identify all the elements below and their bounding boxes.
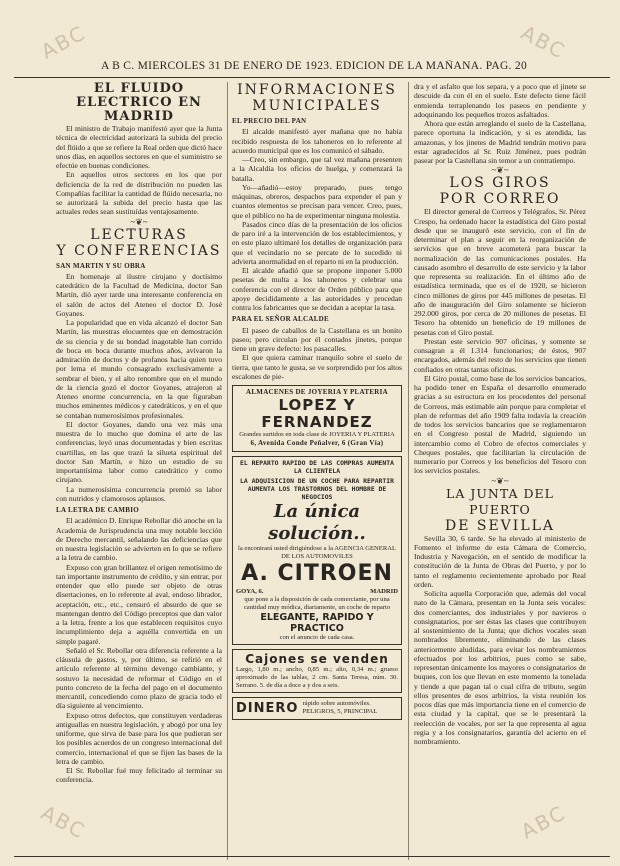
footer-rule bbox=[14, 856, 610, 857]
watermark-bottom-right: ABC bbox=[517, 800, 570, 844]
ad-cajones bbox=[232, 649, 402, 693]
paragraph: El director general de Correos y Telégrafos, Sr. Pérez Crespo, ha ordenado hacer la estadística del Giro postal desde que se inauguró este servicio, con el fin de determinar el plan a seguir en la reorganización de servicios que en breve acometerá para buscar la normalización de las comunicaciones postales. Ha causado asombro el desarrollo de este servicio y la labor que representa su realización. En el último año de estadística terminada, que es el de 1920, se hicieron cinco millones de giros por 445 millones de pesetas. El año de inauguración del Giro solamente se hicieron 292.000 giros, por cerca de 20 millones de pesetas. El Tesoro ha obtenido un beneficio de 19 millones de pesetas con el Giro postal. bbox=[414, 207, 586, 337]
page-header: A B C. MIERCOLES 31 DE ENERO DE 1923. EDICION DE LA MAÑANA. PAG. 20 bbox=[100, 60, 527, 72]
ad-dinero bbox=[232, 697, 402, 720]
watermark-top-right: ABC bbox=[517, 20, 570, 64]
ad-line: rápido sobre automóviles. PELIGROS, 5, PRINCIPAL bbox=[302, 700, 378, 716]
paragraph: El alcalde añadió que se propone imponer 5.000 pesetas de multa a los tahoneros y celebrar una conferencia con el director de Orden público para que apoye decididamente a las autoridades y procedan contra los fabricantes que se decidan a aceptar la tasa. bbox=[232, 266, 402, 312]
headline-sevilla: DE SEVILLA bbox=[444, 517, 556, 534]
headline-junta-puerto: LA JUNTA DEL PUERTO bbox=[446, 485, 554, 517]
paragraph: dra y el asfalto que los separa, y a poco que el jinete se descuide da con él en el suelo. Este defecto tiene fácil enmienda terraplenando los paseos en pendiente y adoquinando los pequeños trozos asfaltados. bbox=[414, 82, 586, 119]
subhead-precio-pan: EL PRECIO DEL PAN bbox=[232, 117, 307, 125]
ad-line: ALMACENES DE JOYERIA Y PLATERIA bbox=[245, 388, 389, 396]
paragraph: La popularidad que en vida alcanzó el doctor San Martín, las muestras elocuentes que en demostración de su ciencia y de su bondad inagotable han corrido de boca en boca durante muchos años, avivaron la admiración de doctos y de profanos hacia quien tuvo por lema el mundo consagrado exclusivamente a sembrar el bien, y el alto renombre que en el mundo de la ciencia gozó el doctor Goyanes, atrajeron al Ateneo enorme concurrencia, en la que figuraban muchos eminentes médicos y catedráticos, y en el que se contaban numerosísimos profesionales. bbox=[56, 318, 222, 420]
headline-por-correo: POR CORREO bbox=[439, 191, 561, 208]
paragraph: En aquellos otros sectores en los que por deficiencia de la red de distribución no pueden las Compañías facilitar la cantidad de flúido necesaria, no se autorizará la subida del precio hasta que las actuales redes sean sustituídas ventajosamente. bbox=[56, 170, 222, 217]
headline-conferencias: Y CONFERENCIAS bbox=[56, 242, 222, 259]
headline-municipales: MUNICIPALES bbox=[252, 98, 382, 114]
paragraph: Yo—añadió—estoy preparado, pues tengo máquinas, obreros, despachos para expender el pan y cuantos elementos se precisan para vencer. Creo, pues, que el público no ha de experimentar ninguna molestia. bbox=[232, 182, 402, 220]
paragraph: El doctor Goyanes, dando una vez más una muestra de lo mucho que domina el arte de las conferencias, leyó unas documentadas y bien escritas cuartillas, en las que trazó la silueta espiritual del doctor San Martín, e hizo un estudio de su importantísima labor como catedrático y como cirujano. bbox=[56, 419, 222, 485]
ad-line: Largo, 1,80 m.; ancho, 0,85 m.; alto, 0,34 m.; grueso aproximado de las tablas, 2 cm. Santa Teresa, núm. 30. Serrano. 5. de día a doce a y dos a seis. bbox=[236, 665, 398, 689]
paragraph: La numerosísima concurrencia premió su labor con nutridos y clamorosos aplausos. bbox=[56, 484, 222, 503]
ornament-divider: ~❦~ bbox=[130, 216, 148, 227]
headline-los-giros: LOS GIROS bbox=[449, 175, 551, 192]
paragraph: Prestan este servicio 907 oficinas, y somente se consagran a él 1.314 funcionarios; de éstos, 907 encargados, además del resto de los servicios que tienen confiados en otras tantas oficinas. bbox=[414, 336, 586, 374]
ad-line: con el anuncio de cada casa. bbox=[279, 633, 355, 641]
ad-address: 6, Avenida Conde Peñalver, 6 (Gran Vía) bbox=[250, 439, 384, 448]
paragraph: Solicita aquella Corporación que, además del vocal nato de la Cámara, presentan en la Junta seis vocales: dos comerciantes, dos industriales y por navieros o consignatarios, por ser éstas las clases que contribuyen al sostenimiento de la Junta; que dichos vocales sean nombrados libremente, eliminando de las clases anteriormente aludidas, para evitar los nombramientos efectuados por los arbitrios, pues como se sabe, representan únicamente los mayores o consignatarios de buques, con los que llevan en este momento la tonelada y tiende a que pagan tal o cual cifra de tributo, según ellos presentes de esos arbitrios, la vista reunión los pocos días que más importancia tiene en el comercio de esta ciudad y la capital, que se le presentará la reelección de vocales, por ser la que representa al agua regia y a los consignatarios, garantía del acierto en el nombramiento. bbox=[414, 589, 586, 746]
paragraph: Señaló el Sr. Rebollar otra diferencia referente a la cláusula de gastos, y, por último, se refirió en el artículo referente al término devengo cambiante, y sostuvo la necesidad de reformar el Código en el punto concreto de la fecha del pago en el documento mercantil, concediendo como plazo de gracia todo el día siguiente al vencimiento. bbox=[56, 645, 222, 711]
ad-script-title: La única solución.. bbox=[268, 500, 366, 544]
header-rule bbox=[14, 77, 610, 78]
headline-lecturas: LECTURAS bbox=[90, 226, 188, 243]
paragraph: En homenaje al ilustre cirujano y doctísimo catedrático de la Facultad de Medicina, doctor San Martín, dió ayer tarde una interesante conferencia en el salón de actos del Ateneo el doctor D. José Goyanes. bbox=[56, 271, 222, 318]
ad-address-left: GOYA, 6. bbox=[236, 587, 264, 595]
paragraph: Expuso otros defectos, que constituyen verdaderas antiguallas en nuestra legislación, y abogó por una ley uniforme, que sirva de base para los que pudieran ser los posibles acuerdos de un congreso internacional del comercio, internacional el que se fijen las bases de la letra de cambio. bbox=[56, 710, 222, 766]
ad-slogan: ELEGANTE, RAPIDO Y PRACTICO bbox=[260, 611, 374, 634]
paragraph: El paseo de caballos de la Castellana es un bonito paseo; pero circulan por él contados jinetes, porque tiene un grave defecto: los pasacalles. bbox=[232, 325, 402, 353]
subhead-letra-de-cambio: LA LETRA DE CAMBIO bbox=[56, 506, 139, 514]
paragraph: El Sr. Rebollar fué muy felicitado al terminar su conferencia. bbox=[56, 766, 222, 785]
watermark-bottom-left: ABC bbox=[37, 800, 90, 844]
ad-brand-name: LOPEZ Y FERNANDEZ bbox=[261, 396, 373, 432]
column-3 bbox=[414, 82, 586, 860]
ad-line: EL REPARTO RAPIDO DE LAS COMPRAS AUMENTA LA CLIENTELA bbox=[240, 458, 394, 475]
ornament-divider: ~❦~ bbox=[491, 475, 509, 486]
headline-fluido-electrico: EL FLUIDO ELECTRICO EN MADRID bbox=[76, 82, 202, 124]
ad-line: la encontrará usted dirigiéndose a la AGENCIA GENERAL DE LOS AUTOMOVILES bbox=[237, 544, 397, 560]
paragraph: Sevilla 30, 6 tarde. Se ha elevado al ministerio de Fomento el informe de esta Cámara de Comercio, Industria y Navegación, en el sentido de modificar la constitución de la Junta de Obras del Puerto, y por lo tanto el reglamento recientemente aprobado por Real orden. bbox=[414, 533, 586, 589]
paragraph: Pasados cinco días de la presentación de los oficios de paro iré a la intervención de los establecimientos, y en este plazo ultimaré los detalles de organización para que el vecindario no se percate de lo sucedido ni advierta anormalidad en el reparto ni en la producción. bbox=[232, 219, 402, 266]
ornament-divider: ~❦~ bbox=[491, 165, 509, 176]
column-divider-2 bbox=[408, 82, 409, 860]
column-divider-1 bbox=[227, 82, 228, 860]
ad-address-row bbox=[236, 587, 398, 596]
ad-address-right: MADRID bbox=[370, 587, 398, 595]
paragraph: Ahora que están arreglando el suelo de la Castellana, parece oportuna la indicación, y si es atendida, las amazonas, y los jinetes de Madrid tendrán motivo para estar agradecidos al Sr. Ruiz Jiménez, pues podrán pasear por la Castellana sin temor a un contratiempo. bbox=[414, 119, 586, 165]
ad-brand-citroen: A. CITROEN bbox=[241, 560, 393, 586]
headline-informaciones: INFORMACIONES bbox=[237, 82, 397, 98]
ad-citroen bbox=[232, 456, 402, 645]
ad-line: que pone a la disposición de cada comerciante, por una cantidad muy módica, diariamente, un coche de reparto bbox=[243, 595, 391, 611]
subhead-senor-alcalde: PARA EL SEÑOR ALCALDE bbox=[232, 315, 329, 324]
paragraph: El ministro de Trabajo manifestó ayer que la Junta técnica de electricidad autorizará la subida del precio del flúido a que se refiere la Real orden que dictó hace unos días, en aquellos sectores en que el suministro se efectúe en buenas condiciones. bbox=[56, 124, 222, 170]
paragraph: El académico D. Enrique Rebollar dió anoche en la Academia de Jurisprudencia una muy notable lección de Derecho mercantil, señalando las deficiencias que en nuestra legislación se advierten en lo que se refiere a la letra de cambio. bbox=[56, 516, 222, 563]
column-2 bbox=[232, 82, 402, 860]
paragraph: El que quiera caminar tranquilo sobre el suelo de tierra, que tanto le gusta, se ve sorprendido por los altos escalones de pie- bbox=[232, 353, 402, 381]
ad-line: Grandes surtidos en toda clase de JOYERIA Y PLATERIA bbox=[239, 431, 395, 439]
ad-line: LA ADQUISICION DE UN COCHE PARA REPARTIR AUMENTA LOS TRASTORNOS DEL HOMBRE DE NEGOCIOS bbox=[240, 476, 394, 501]
paragraph: Expuso con gran brillantez el origen remotísimo de tan importante instrumento de crédito, y sin entrar, por entender que ello puede ser objeto de otras disertaciones, en lo referente al aval, endoso librador, aceptación, etc., etc., censuró el absurdo de que se mantengan dentro del Código preceptos que dan valor a la letra, frente a los que establecen requisitos cuyo incumplimiento deja a aquélla convertida en un simple pagaré. bbox=[56, 562, 222, 646]
column-1 bbox=[56, 82, 222, 860]
watermark-top-left: ABC bbox=[37, 20, 90, 64]
paragraph: —Creo, sin embargo, que tal vez mañana presenten a la Alcaldía los oficios de huelga, y comenzará la batalla. bbox=[232, 155, 402, 183]
paragraph: El Giro postal, como base de los servicios bancarios, ha podido tener en España el desarrollo enumerado gracias a su estructura en los procedentes del personal de Correos, más estimable aún porque para completar el plan de reformas del año 1909 falta todavía la creación de todos los servicios bancarios que se reglamentaron en el Congreso postal de Madrid, siguiendo un intercambio como el Cobro de efectos comerciales y Cheques postales, que facilitarían la circulación de numerario por Correos y los beneficios del Tesoro con los servicios postales. bbox=[414, 373, 586, 476]
paragraph: El alcalde manifestó ayer mañana que no había recibido respuesta de los tahoneros en lo referente al acuerdo municipal que es los comunicó el sábado. bbox=[232, 127, 402, 155]
subhead-san-martin: SAN MARTIN Y SU OBRA bbox=[56, 261, 146, 270]
ad-lopez-fernandez bbox=[232, 385, 402, 452]
ad-word-dinero: DINERO bbox=[236, 700, 299, 716]
ad-title-cajones: Cajones se venden bbox=[245, 651, 389, 666]
